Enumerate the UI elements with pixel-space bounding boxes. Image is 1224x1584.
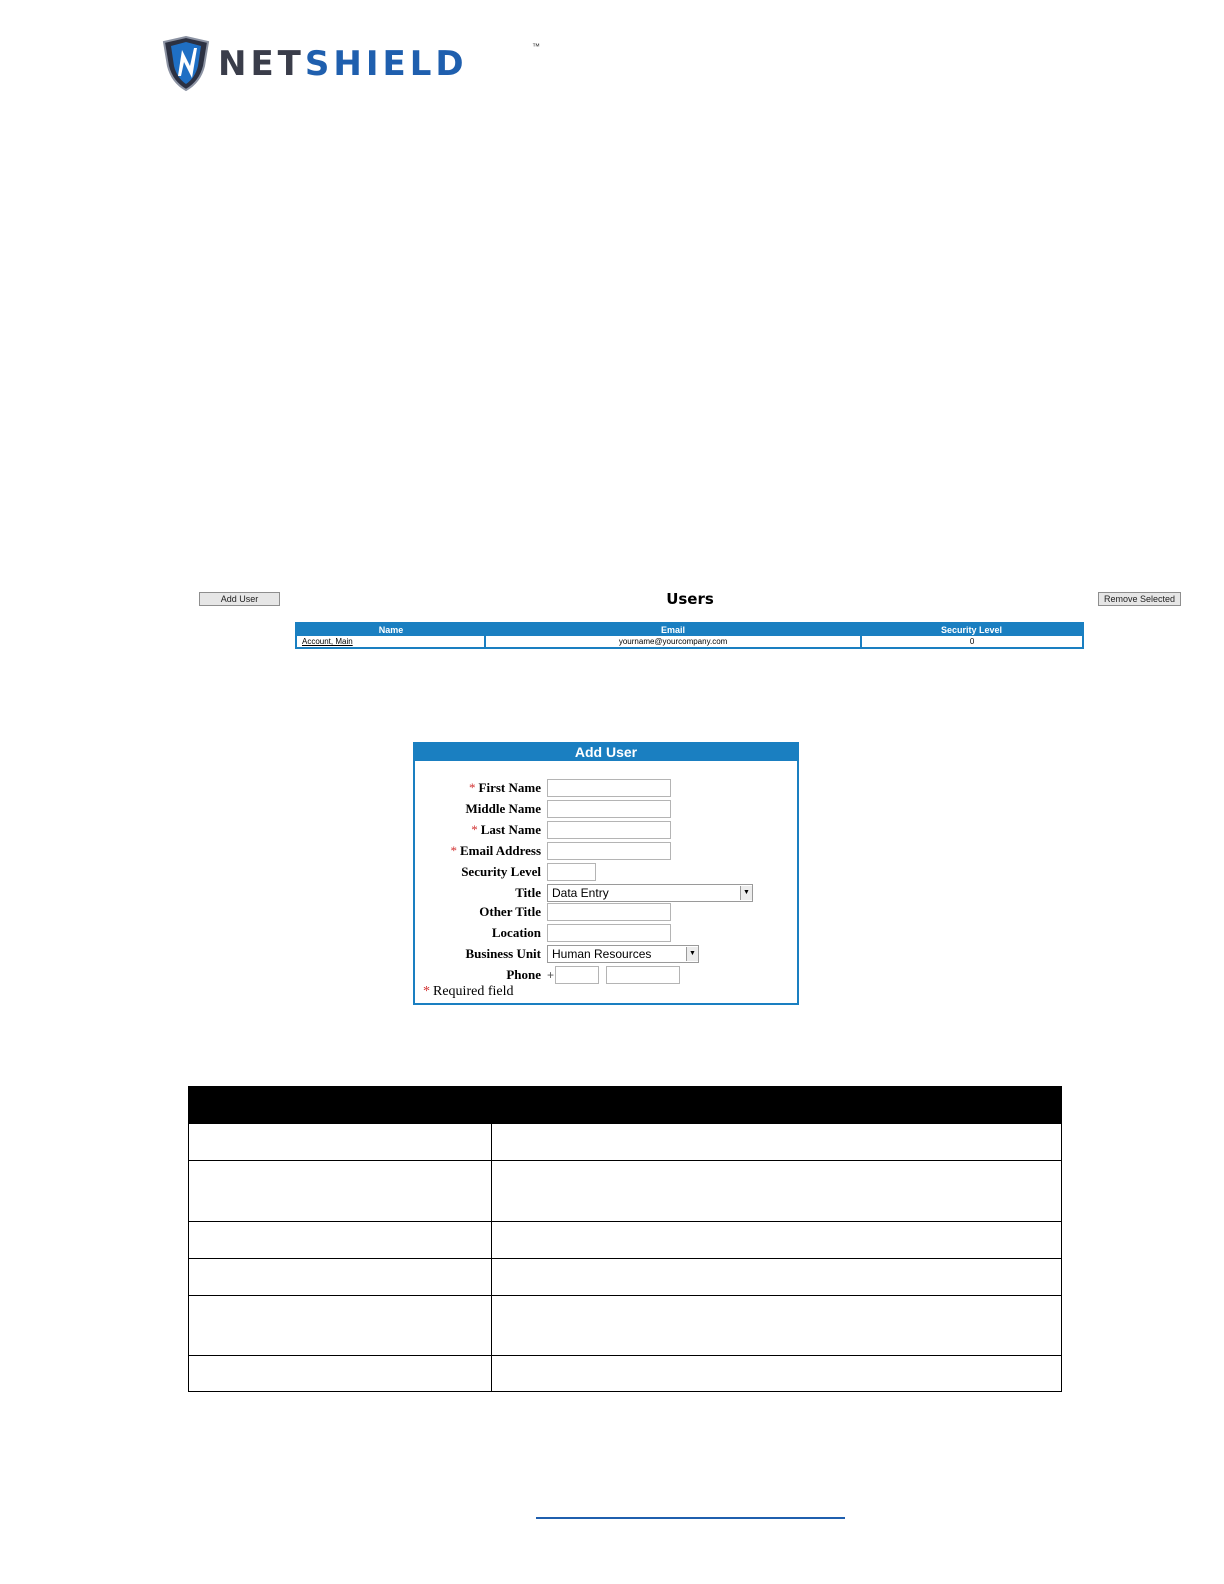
business-unit-row xyxy=(415,945,799,963)
middle-name-input[interactable] xyxy=(547,800,671,818)
remove-selected-button[interactable]: Remove Selected xyxy=(1098,592,1181,606)
location-label: Location xyxy=(491,925,541,940)
table-row xyxy=(189,1356,1062,1392)
phone-prefix: + xyxy=(547,968,555,982)
logo-shield-text: SHIELD xyxy=(304,44,468,84)
table-cell xyxy=(492,1356,1062,1392)
field-description-table xyxy=(188,1086,1062,1392)
table-cell xyxy=(492,1222,1062,1259)
first-name-label-text: First Name xyxy=(478,780,541,795)
table-header-cell xyxy=(492,1087,1062,1124)
add-user-button[interactable]: Add User xyxy=(199,592,280,606)
email-label xyxy=(450,842,541,860)
required-field-note xyxy=(423,984,513,1000)
location-input[interactable] xyxy=(547,924,671,942)
phone-row xyxy=(415,966,799,984)
table-cell xyxy=(189,1356,492,1392)
first-name-row xyxy=(415,779,799,797)
required-field-note-text: Required field xyxy=(433,984,514,999)
first-name-label xyxy=(469,779,541,797)
table-cell xyxy=(189,1222,492,1259)
add-user-form xyxy=(413,742,799,1005)
required-marker: * xyxy=(423,984,430,999)
netshield-logo xyxy=(160,36,550,96)
table-cell xyxy=(189,1259,492,1296)
table-cell xyxy=(492,1161,1062,1222)
email-input[interactable] xyxy=(547,842,671,860)
phone-label: Phone xyxy=(506,967,541,982)
user-name-link[interactable]: Account, Main xyxy=(302,637,353,646)
required-marker: * xyxy=(450,843,457,858)
last-name-label xyxy=(471,821,541,839)
security-level-row xyxy=(415,863,799,881)
required-marker: * xyxy=(469,780,476,795)
table-row xyxy=(189,1222,1062,1259)
security-level-input[interactable] xyxy=(547,863,596,881)
users-table-header xyxy=(297,624,1082,636)
middle-name-label: Middle Name xyxy=(465,801,541,816)
chevron-down-icon[interactable]: ▼ xyxy=(740,886,752,900)
title-select-value: Data Entry xyxy=(552,886,609,900)
table-row xyxy=(189,1259,1062,1296)
table-cell xyxy=(189,1124,492,1161)
title-label: Title xyxy=(515,885,541,900)
email-row xyxy=(415,842,799,860)
column-header-name[interactable]: Name xyxy=(378,625,404,635)
other-title-row xyxy=(415,903,799,921)
location-row xyxy=(415,924,799,942)
shield-logo-icon xyxy=(160,36,212,92)
users-table xyxy=(295,622,1084,649)
add-user-form-header: Add User xyxy=(415,744,797,761)
phone-number-input[interactable] xyxy=(606,966,680,984)
table-cell xyxy=(492,1124,1062,1161)
first-name-input[interactable] xyxy=(547,779,671,797)
table-cell xyxy=(189,1296,492,1356)
other-title-input[interactable] xyxy=(547,903,671,921)
last-name-row xyxy=(415,821,799,839)
table-row xyxy=(189,1161,1062,1222)
last-name-input[interactable] xyxy=(547,821,671,839)
table-row xyxy=(189,1124,1062,1161)
business-unit-select-value: Human Resources xyxy=(552,947,652,961)
logo-wordmark xyxy=(218,42,468,86)
users-title: Users xyxy=(666,590,714,608)
table-row xyxy=(297,636,1082,647)
middle-name-row xyxy=(415,800,799,818)
security-level-label: Security Level xyxy=(461,864,541,879)
column-header-security-level[interactable]: Security Level xyxy=(940,625,1003,635)
chevron-down-icon[interactable]: ▼ xyxy=(686,947,698,961)
table-cell xyxy=(492,1259,1062,1296)
email-label-text: Email Address xyxy=(459,843,541,858)
footer-link-underline[interactable] xyxy=(536,1517,845,1519)
table-cell xyxy=(492,1296,1062,1356)
user-security-level-cell: 0 xyxy=(860,636,1082,647)
table-header-cell xyxy=(189,1087,492,1124)
column-header-email[interactable]: Email xyxy=(660,625,685,635)
table-header-row xyxy=(189,1087,1062,1124)
user-email-cell: yourname@yourcompany.com xyxy=(484,636,860,647)
title-select[interactable] xyxy=(547,884,753,902)
last-name-label-text: Last Name xyxy=(480,822,541,837)
other-title-label: Other Title xyxy=(479,904,541,919)
table-row xyxy=(189,1296,1062,1356)
logo-net-text: NET xyxy=(218,44,305,84)
required-marker: * xyxy=(471,822,478,837)
business-unit-select[interactable] xyxy=(547,945,699,963)
trademark-symbol: ™ xyxy=(532,42,540,51)
phone-country-code-input[interactable] xyxy=(555,966,599,984)
title-row xyxy=(415,884,799,902)
table-cell xyxy=(189,1161,492,1222)
business-unit-label: Business Unit xyxy=(465,946,541,961)
